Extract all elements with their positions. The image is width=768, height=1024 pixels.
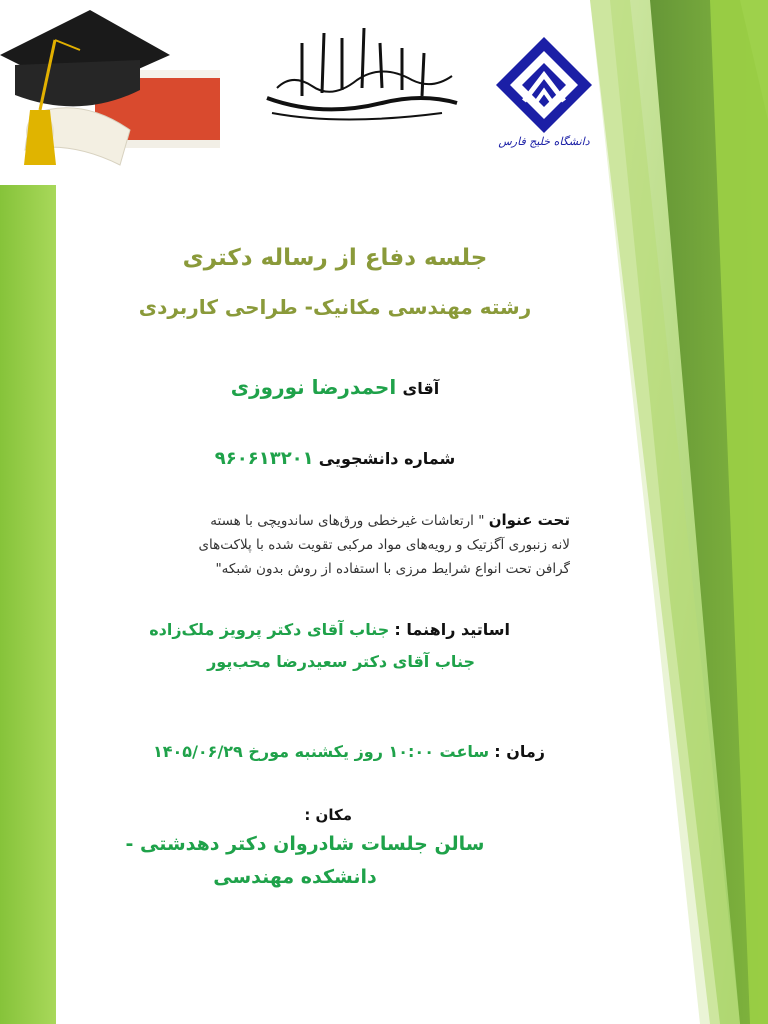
- student-id-value: ۹۶۰۶۱۳۲۰۱: [214, 448, 314, 469]
- time-line: [80, 742, 545, 761]
- time-value: ساعت ۱۰:۰۰ روز یکشنبه مورخ ۱۴۰۵/۰۶/۲۹: [153, 742, 490, 761]
- student-id-label: شماره دانشجویی: [318, 449, 456, 468]
- location-label: مکان :: [304, 806, 352, 824]
- thesis-label: تحت عنوان: [488, 511, 570, 529]
- thesis-line-1: [90, 508, 570, 533]
- graduation-cap-image: [0, 0, 222, 178]
- supervisor-first: جناب آقای دکتر پرویز ملک‌زاده: [149, 620, 390, 639]
- left-green-bar: [0, 185, 56, 1024]
- supervisors-label: اساتید راهنما :: [394, 620, 510, 639]
- basmala-icon: [262, 18, 462, 126]
- supervisor-second: جناب آقای دکتر سعیدرضا محب‌پور: [207, 652, 475, 671]
- location-line-2: دانشکده مهندسی: [213, 866, 377, 888]
- student-honorific: آقای: [402, 379, 440, 398]
- right-green-panels: [590, 0, 768, 1024]
- location-line-1: سالن جلسات شادروان دکتر دهدشتی -: [125, 833, 485, 855]
- student-name: احمدرضا نوروزی: [230, 375, 397, 399]
- page-title: جلسه دفاع از رساله دکتری: [182, 245, 488, 271]
- basmala-calligraphy: [262, 18, 462, 126]
- page-subtitle: رشته مهندسی مکانیک- طراحی کاربردی: [138, 295, 532, 319]
- university-emblem-icon: [494, 35, 594, 135]
- thesis-block: [90, 508, 570, 581]
- thesis-title-part-2: لانه زنبوری آگزتیک و رویه‌های مواد مرکبی تقویت شده با پلاکت‌های: [198, 537, 570, 553]
- thesis-title-part-1: " ارتعاشات غیرخطی ورق‌های ساندویچی با هسته: [210, 513, 485, 529]
- university-logo-caption: دانشگاه خلیج فارس: [498, 135, 590, 148]
- student-name-line: [80, 375, 590, 399]
- thesis-title-part-3: گرافن تحت انواع شرایط مرزی با استفاده از روش بدون شبکه": [215, 561, 570, 577]
- university-logo: [492, 35, 602, 160]
- time-label: زمان :: [494, 742, 545, 761]
- student-id-line: [80, 448, 590, 469]
- supervisors-line-1: [90, 620, 510, 639]
